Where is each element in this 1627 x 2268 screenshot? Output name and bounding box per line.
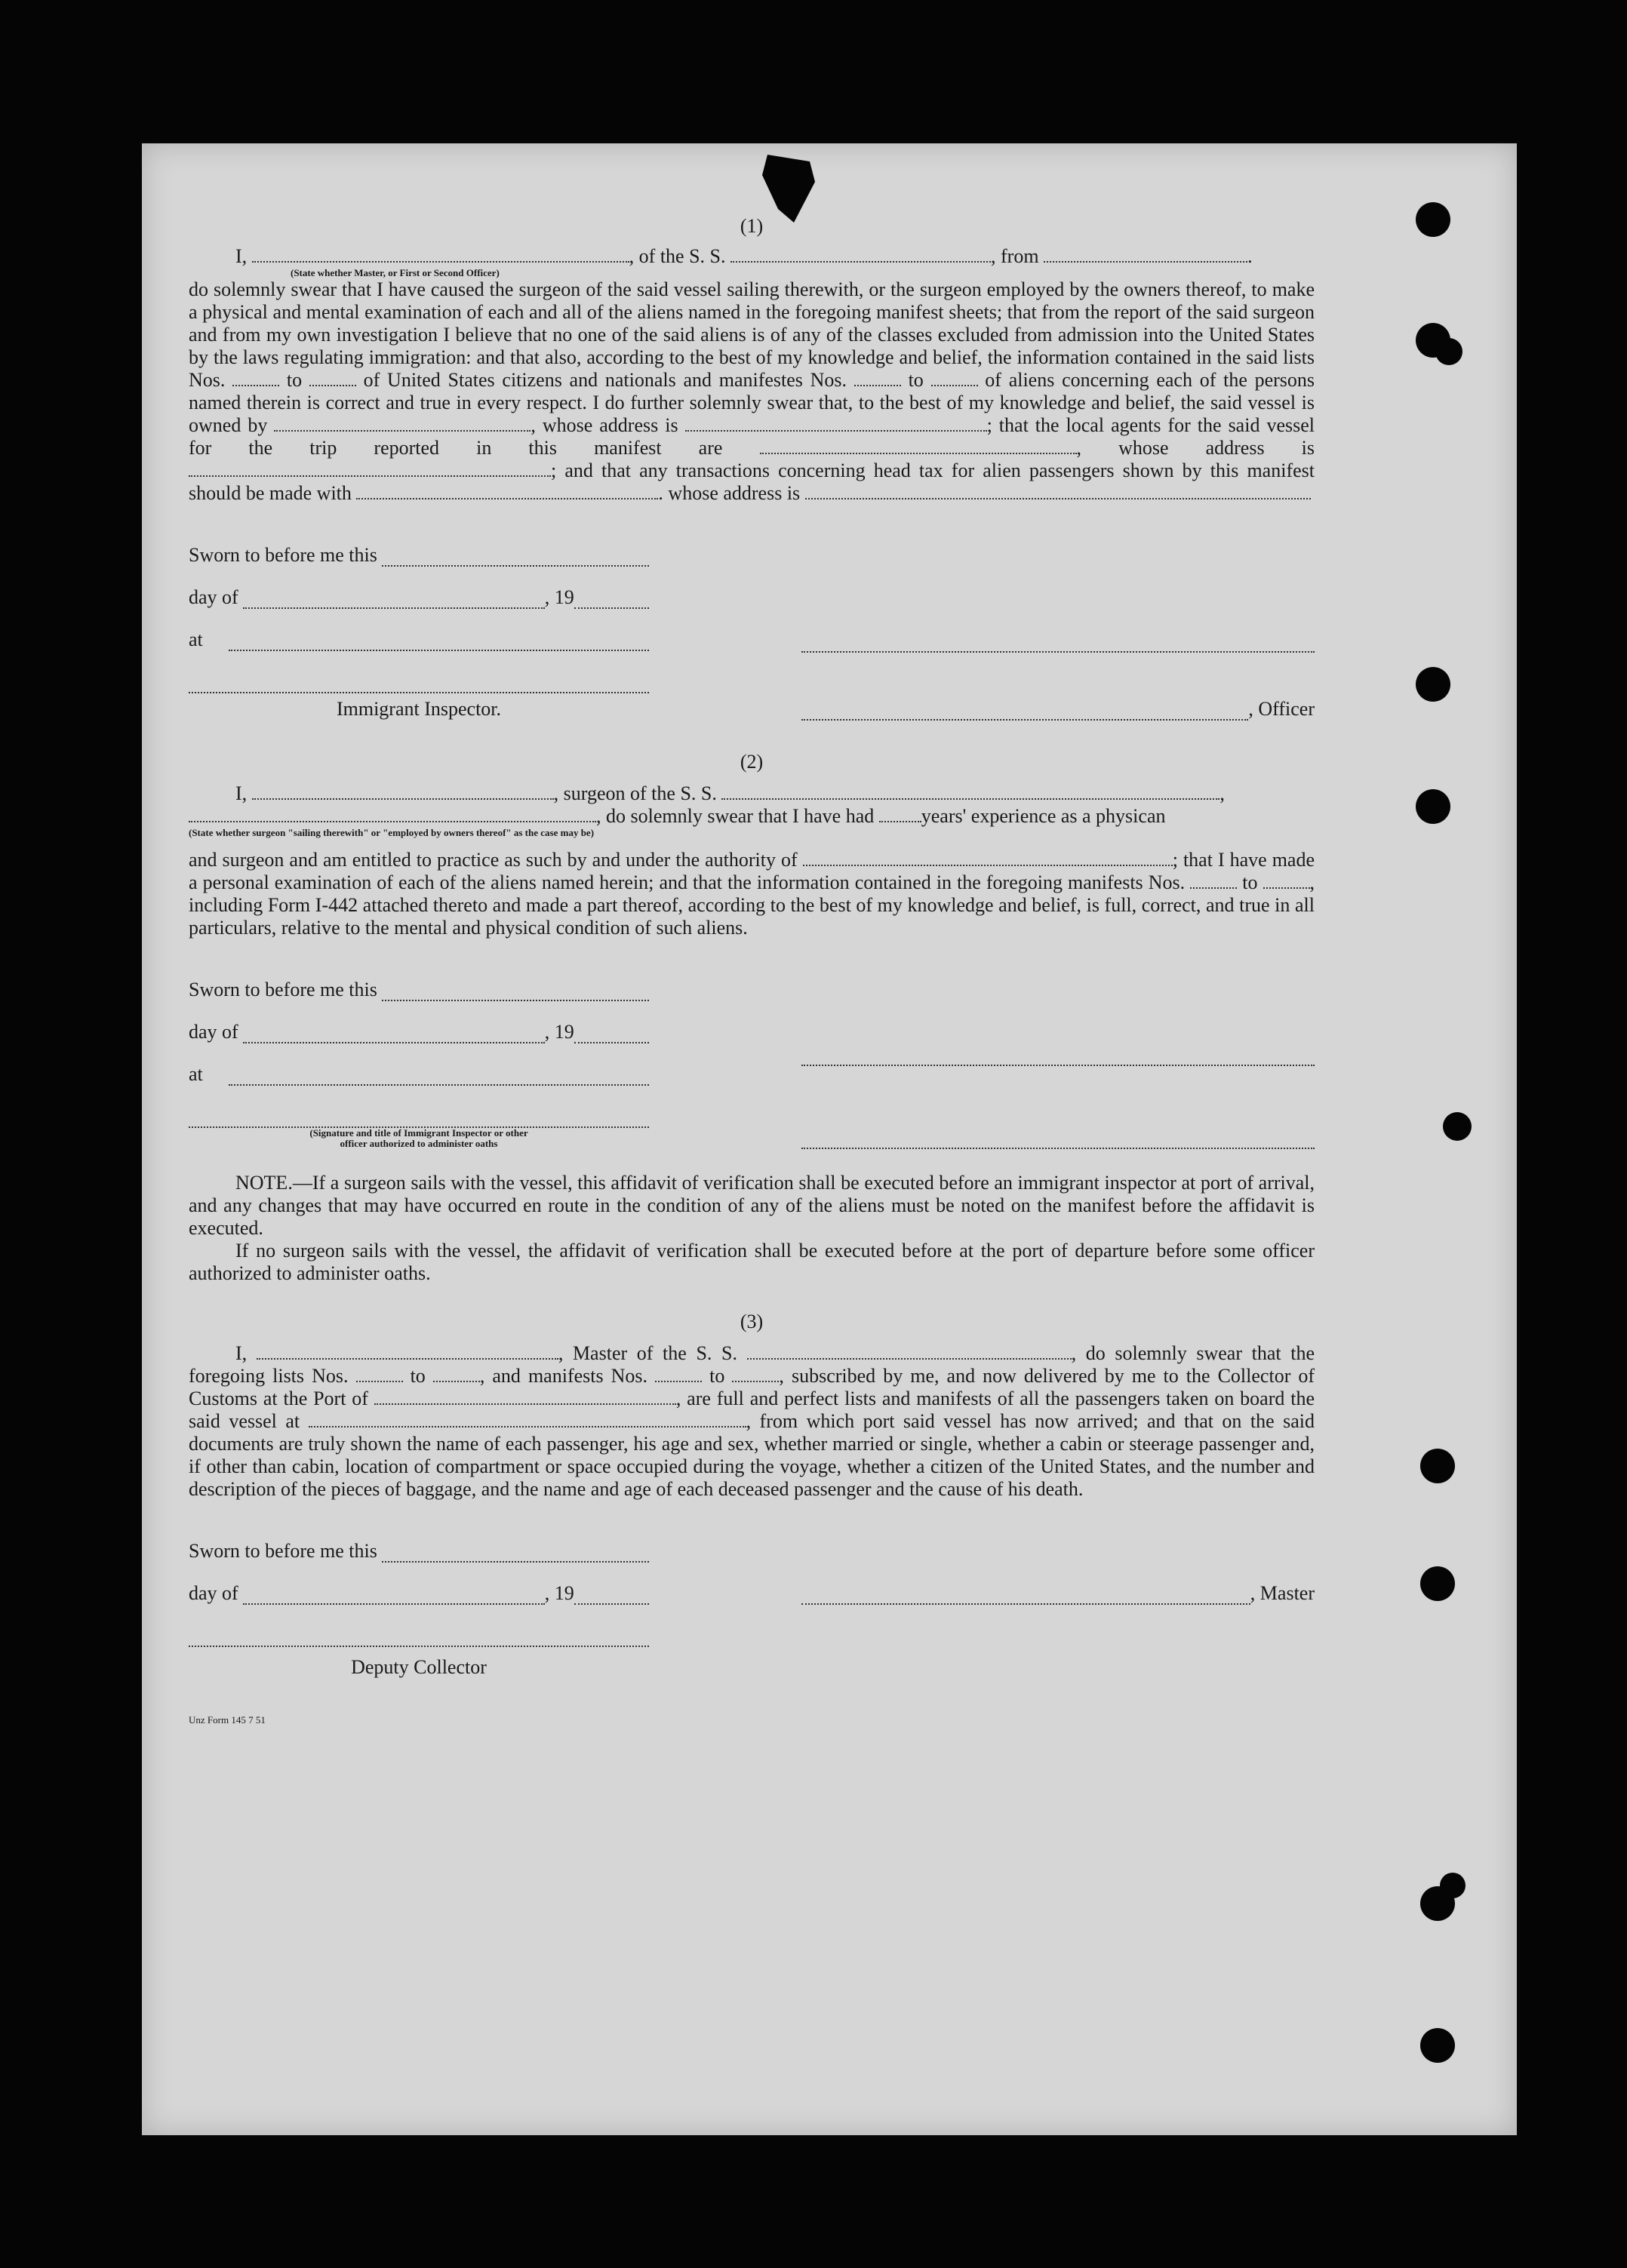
s3-label-i: I, xyxy=(235,1342,248,1364)
surgeon-note: (State whether surgeon "sailing therewith" or "employed by owners thereof" as the case may be) xyxy=(189,827,595,838)
s2-label-i: I, xyxy=(235,782,248,804)
form-number: Unz Form 145 7 51 xyxy=(189,1714,266,1726)
officer-rank-field[interactable] xyxy=(252,247,629,263)
s3-swear: , do solemnly swear xyxy=(1071,1342,1242,1364)
section-3-body xyxy=(189,1342,1315,1501)
punch-hole xyxy=(1443,1112,1472,1141)
s1-day-of-label: day of xyxy=(189,586,238,608)
s1-text-g: ; and that any transactions concerning head tax for alien passengers shown by this manifest should be made with xyxy=(189,459,1315,504)
s3-master-block xyxy=(801,1520,1315,1605)
s2-manifests-from-field[interactable] xyxy=(1190,874,1237,889)
years-experience-field[interactable] xyxy=(879,807,921,822)
section-1-body: do solemnly swear that I have caused the surgeon of the said vessel sailing therewith, or the surgeon employed by the owners thereof, to make a physical and mental examination of each and all of the aliens named in the foregoing manifest sheets; that from the report of the said surgeon and from my own investigation I believe that no one of the said aliens is of any of the classes excluded from admission into the United States by the laws regulating immigration: and that also, according to the best of my knowledge and belief, the information contained in the said lists Nos. to of United States citizens and nationals and manifestes Nos. to of aliens concerning each of the persons named therein is correct and true in every respect. I do further solemnly swear that, to the best of my knowledge and belief, the said vessel is owned by , whose address is ; that the local agents for the said vessel for the trip reported in this manifest are , whose address is ; and that any transactions concerning head tax for alien passengers shown by this manifest should be made with . whose address is xyxy=(189,278,1315,504)
punch-hole xyxy=(1420,1566,1455,1601)
s2-surgeon-title-field[interactable] xyxy=(801,1134,1315,1149)
s3-vessel-field[interactable] xyxy=(747,1345,1072,1360)
punch-hole xyxy=(1420,1449,1455,1483)
s2-at-label: at xyxy=(189,1063,203,1085)
s2-sworn-label: Sworn to before me this xyxy=(189,979,377,1000)
s2-month-field[interactable] xyxy=(243,1028,545,1043)
surgeon-status-field[interactable] xyxy=(189,807,596,822)
s3-master-signature-field[interactable] xyxy=(801,1590,1250,1605)
s3-sworn-date-field[interactable] xyxy=(382,1547,649,1563)
s1-inspector-label: Immigrant Inspector. xyxy=(336,698,502,720)
s2-text-c: , including Form I-442 attached thereto and made a part thereof, according to the best of my knowledge and belief, is full, correct, and true in all particulars, relative to the mental and physical condition of such aliens. xyxy=(189,871,1315,939)
s2-signature-field[interactable] xyxy=(189,1113,649,1128)
s1-sworn-block xyxy=(189,524,649,721)
punch-hole xyxy=(1416,202,1450,237)
s2-sig-note-2: officer authorized to administer oaths xyxy=(340,1138,498,1149)
s3-day-of-label: day of xyxy=(189,1582,238,1604)
s2-day-of-label: day of xyxy=(189,1021,238,1043)
section-2-number: (2) xyxy=(740,751,764,773)
s1-to-2: to xyxy=(908,369,924,391)
head-tax-address-field[interactable] xyxy=(805,484,1311,499)
s1-officer-line-field[interactable] xyxy=(801,638,1315,653)
authority-field[interactable] xyxy=(803,851,1173,866)
label-i: I, xyxy=(235,245,248,267)
s1-text-e: ; that the local agents for the said vessel for the trip reported in this manifest are xyxy=(189,414,1315,459)
s3-manifests-from-field[interactable] xyxy=(655,1367,702,1382)
s1-officer-label: , Officer xyxy=(1248,698,1315,720)
punch-hole xyxy=(1420,2028,1455,2063)
label-of-ss: , of the S. S. xyxy=(629,245,726,267)
owner-field[interactable] xyxy=(274,416,531,432)
s2-to: to xyxy=(1242,871,1258,893)
s2-sworn-block xyxy=(189,959,649,1149)
s2-manifests-to-field[interactable] xyxy=(1263,874,1310,889)
s3-sworn-label: Sworn to before me this xyxy=(189,1540,377,1562)
section-1-intro: I, , of the S. S. , from . xyxy=(235,245,1253,267)
s1-officer-signature-field[interactable] xyxy=(801,705,1248,721)
s2-surgeon-block xyxy=(801,1006,1315,1149)
s3-lists-to-field[interactable] xyxy=(433,1367,480,1382)
section-2-body xyxy=(189,849,1315,939)
officer-note: (State whether Master, or First or Second Officer) xyxy=(291,267,500,278)
section-1-number: (1) xyxy=(740,215,764,237)
agents-address-field[interactable] xyxy=(189,462,551,477)
s3-month-field[interactable] xyxy=(243,1590,545,1605)
s1-sworn-date-field[interactable] xyxy=(382,552,649,567)
s2-sworn-date-field[interactable] xyxy=(382,986,649,1001)
s2-surgeon-of: , surgeon of the S. S. xyxy=(553,782,717,804)
punch-hole xyxy=(1435,338,1462,365)
s1-year-prefix: , 19 xyxy=(544,586,574,608)
head-tax-party-field[interactable] xyxy=(356,484,658,499)
s3-collector-label: Deputy Collector xyxy=(351,1656,487,1678)
s1-place-field[interactable] xyxy=(229,636,649,651)
s2-swear: , do solemnly swear that I have had xyxy=(596,805,875,827)
punch-hole xyxy=(1440,1873,1466,1898)
s1-text-d: , whose address is xyxy=(531,414,678,436)
s1-sworn-label: Sworn to before me this xyxy=(189,544,377,566)
vessel-name-field[interactable] xyxy=(730,247,991,263)
s3-collector-signature-field[interactable] xyxy=(189,1632,649,1647)
punch-hole xyxy=(1416,667,1450,702)
s3-manifests-to-field[interactable] xyxy=(732,1367,779,1382)
lists-from-field[interactable] xyxy=(232,371,279,386)
s1-month-field[interactable] xyxy=(243,594,545,609)
s1-text-f: , whose address is xyxy=(1076,437,1315,459)
s3-text-a: that the foregoing lists Nos. xyxy=(189,1342,1315,1387)
master-name-field[interactable] xyxy=(257,1345,558,1360)
s3-to-1: to xyxy=(410,1365,426,1387)
label-from: , from xyxy=(991,245,1039,267)
section-2-line2 xyxy=(189,805,1315,828)
s2-year-prefix: , 19 xyxy=(544,1021,574,1043)
s2-sig-note-1: (Signature and title of Immigrant Inspector or other xyxy=(309,1127,528,1139)
s3-lists-from-field[interactable] xyxy=(356,1367,403,1382)
lists-to-field[interactable] xyxy=(309,371,356,386)
s1-text-h: whose address is xyxy=(668,482,801,504)
s3-to-2: to xyxy=(709,1365,725,1387)
s3-year-prefix: , 19 xyxy=(544,1582,574,1604)
customs-port-field[interactable] xyxy=(374,1390,676,1405)
s2-year-field[interactable] xyxy=(574,1028,649,1043)
manifests-from-field[interactable] xyxy=(854,371,901,386)
manifests-to-field[interactable] xyxy=(931,371,978,386)
s1-to-1: to xyxy=(286,369,303,391)
s3-text-b: , and manifests Nos. xyxy=(479,1365,648,1387)
form-content xyxy=(189,207,1315,1732)
section-2-attestation xyxy=(189,959,1315,1149)
s1-year-field[interactable] xyxy=(574,594,649,609)
embarkation-port-field[interactable] xyxy=(309,1412,746,1427)
local-agents-field[interactable] xyxy=(760,439,1077,454)
note-paragraph-1: NOTE.—If a surgeon sails with the vessel, this affidavit of verification shall be executed before an immigrant inspector at port of arrival, and any changes that may have occurred en route in the condition of any of the aliens must be noted on the manifest before the affidavit is executed. xyxy=(189,1172,1315,1239)
s1-text-b: of United States citizens and nationals and manifestes Nos. xyxy=(363,369,847,391)
s3-year-field[interactable] xyxy=(574,1590,649,1605)
departure-port-field[interactable] xyxy=(1044,247,1247,263)
s3-sworn-block xyxy=(189,1520,649,1679)
owner-address-field[interactable] xyxy=(685,416,987,432)
s2-text-a: and surgeon and am entitled to practice as such by and under the authority of xyxy=(189,849,798,871)
punch-hole xyxy=(1416,789,1450,824)
s1-officer-block xyxy=(801,585,1315,721)
note-paragraph-2: If no surgeon sails with the vessel, the affidavit of verification shall be executed before at the port of departure before some officer authorized to administer oaths. xyxy=(189,1240,1315,1284)
section-3-number: (3) xyxy=(740,1311,764,1332)
s2-vessel-field[interactable] xyxy=(721,785,1219,800)
s3-text-d: , are full and perfect lists and manifests of all the passengers taken on board the said vessel at xyxy=(189,1388,1315,1432)
s1-at-label: at xyxy=(189,628,203,650)
section-1-attestation xyxy=(189,524,1315,721)
s3-master-of: , Master of the S. S. xyxy=(558,1342,737,1364)
s3-text-e: , from which port said vessel has now arrived; and that on the said documents are truly shown the name of each passenger, his age and sex, whether married or single, whether a cabin or steerage passenger and, if other than cabin, location of compartment or space occupied during the voyage, whether a citizen of the United States, and the number and description of the pieces of baggage, and the name and age of each deceased passenger and the cause of his death. xyxy=(189,1410,1315,1500)
s1-text-c: of aliens concerning each of the persons named therein is correct and true in every respect. I do further solemnly swear that, to the best of my knowledge and belief, the said vessel is owned by xyxy=(189,369,1315,436)
s2-text-b: ; that I have made a personal examination of each of the aliens named herein; and that the information contained in the foregoing manifests Nos. xyxy=(189,849,1315,893)
s1-inspector-signature-field[interactable] xyxy=(189,678,649,693)
section-3-attestation xyxy=(189,1520,1315,1679)
s2-surgeon-signature-field[interactable] xyxy=(801,1051,1315,1066)
s2-place-field[interactable] xyxy=(229,1071,649,1086)
s1-text-a: do solemnly swear that I have caused the surgeon of the said vessel sailing therewith, or the surgeon employed by the owners thereof, to make a physical and mental examination of each and all of the aliens named in the foregoing manifest sheets; that from the report of the said surgeon and from my own investigation I believe that no one of the said aliens is of any of the classes excluded from admission into the United States by the laws regulating immigration: and that also, according to the best of my knowledge and belief, the information contained in the said lists Nos. xyxy=(189,278,1315,391)
section-2-intro: I, , surgeon of the S. S. , xyxy=(235,782,1225,804)
surgeon-name-field[interactable] xyxy=(252,785,554,800)
s3-text-c: , subscribed by me, and now delivered by me to the Collector of Customs at the Port of xyxy=(189,1365,1315,1409)
s3-master-label: , Master xyxy=(1250,1582,1315,1604)
s2-years: years' experience as a physican xyxy=(921,805,1166,827)
